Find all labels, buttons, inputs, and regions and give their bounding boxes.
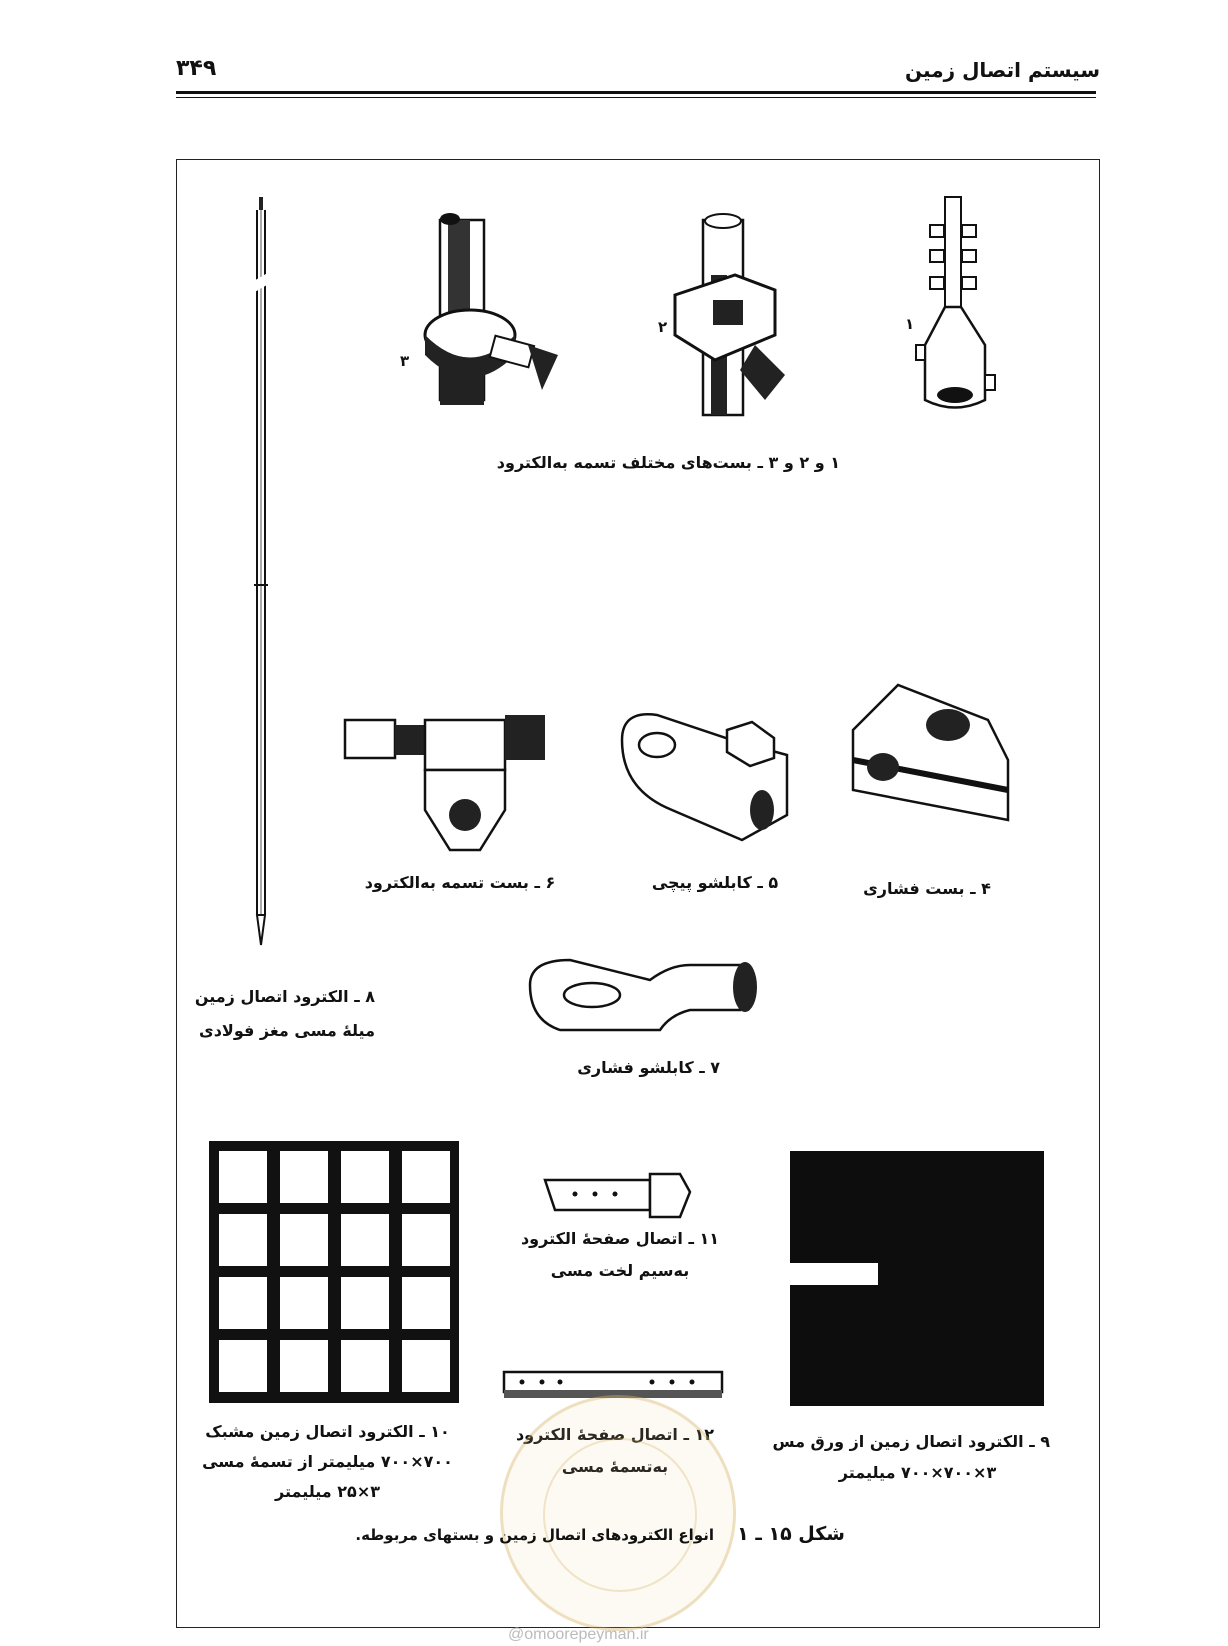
caption-9-line2: ۳×۷۰۰×۷۰۰ میلیمتر xyxy=(838,1463,997,1482)
label-1: ۱ xyxy=(905,315,915,333)
page-number: ۳۴۹ xyxy=(176,56,217,81)
cable-lug-5-illustration xyxy=(612,700,802,850)
caption-8-line1: ۸ ـ الکترود اتصال زمین xyxy=(194,987,375,1006)
ground-rod-illustration xyxy=(248,195,278,955)
caption-5: ۵ ـ کابلشو پیچی xyxy=(651,873,779,892)
label-3: ۳ xyxy=(400,352,410,370)
copper-plate-illustration xyxy=(790,1151,1044,1406)
cable-lug-7-illustration xyxy=(520,955,760,1045)
figure-caption-label: شکل ۱۵ ـ ۱ xyxy=(737,1523,845,1545)
label-2: ۲ xyxy=(658,318,668,336)
caption-4: ۴ ـ بست فشاری xyxy=(863,879,991,898)
header-rule xyxy=(176,91,1096,94)
section-title: سیستم اتصال زمین xyxy=(905,58,1100,82)
connector-11-illustration xyxy=(540,1172,695,1220)
clamp-4-illustration xyxy=(838,685,1018,835)
caption-12-line2: به‌تسمهٔ مسی xyxy=(561,1457,669,1476)
caption-1-2-3: ۱ و ۲ و ۳ ـ بست‌های مختلف تسمه به‌الکترود xyxy=(496,453,840,472)
caption-9-line1: ۹ ـ الکترود اتصال زمین از ورق مس xyxy=(772,1432,1050,1451)
clamp-2-illustration xyxy=(665,215,815,415)
caption-10-line1: ۱۰ ـ الکترود اتصال زمین مشبک xyxy=(205,1422,450,1441)
caption-11-line2: به‌سیم لخت مسی xyxy=(550,1261,690,1280)
plate-strip xyxy=(790,1263,878,1285)
clamp-3-illustration xyxy=(420,205,570,415)
caption-10-line2: ۷۰۰×۷۰۰ میلیمتر از تسمهٔ مسی xyxy=(202,1452,453,1471)
figure-caption-text: انواع الکترودهای اتصال زمین و بستهای مربوطه. xyxy=(355,1526,714,1544)
watermark-url: @omoorepeyman.ir xyxy=(508,1626,649,1643)
caption-6: ۶ ـ بست تسمه به‌الکترود xyxy=(364,873,556,892)
caption-11-line1: ۱۱ ـ اتصال صفحهٔ الکترود xyxy=(520,1229,720,1248)
clamp-6-illustration xyxy=(340,700,570,860)
watermark-seal xyxy=(500,1395,736,1631)
caption-8-line2: میلهٔ مسی مغز فولادی xyxy=(199,1021,375,1040)
header-rule-thin xyxy=(176,97,1096,98)
caption-10-line3: ۳×۲۵ میلیمتر xyxy=(275,1482,380,1501)
caption-12-line1: ۱۲ ـ اتصال صفحهٔ الکترود xyxy=(515,1425,715,1444)
grid-electrode-illustration xyxy=(206,1138,462,1408)
caption-7: ۷ ـ کابلشو فشاری xyxy=(577,1058,720,1077)
clamp-1-illustration xyxy=(900,195,1010,425)
figure-caption xyxy=(355,1523,845,1545)
